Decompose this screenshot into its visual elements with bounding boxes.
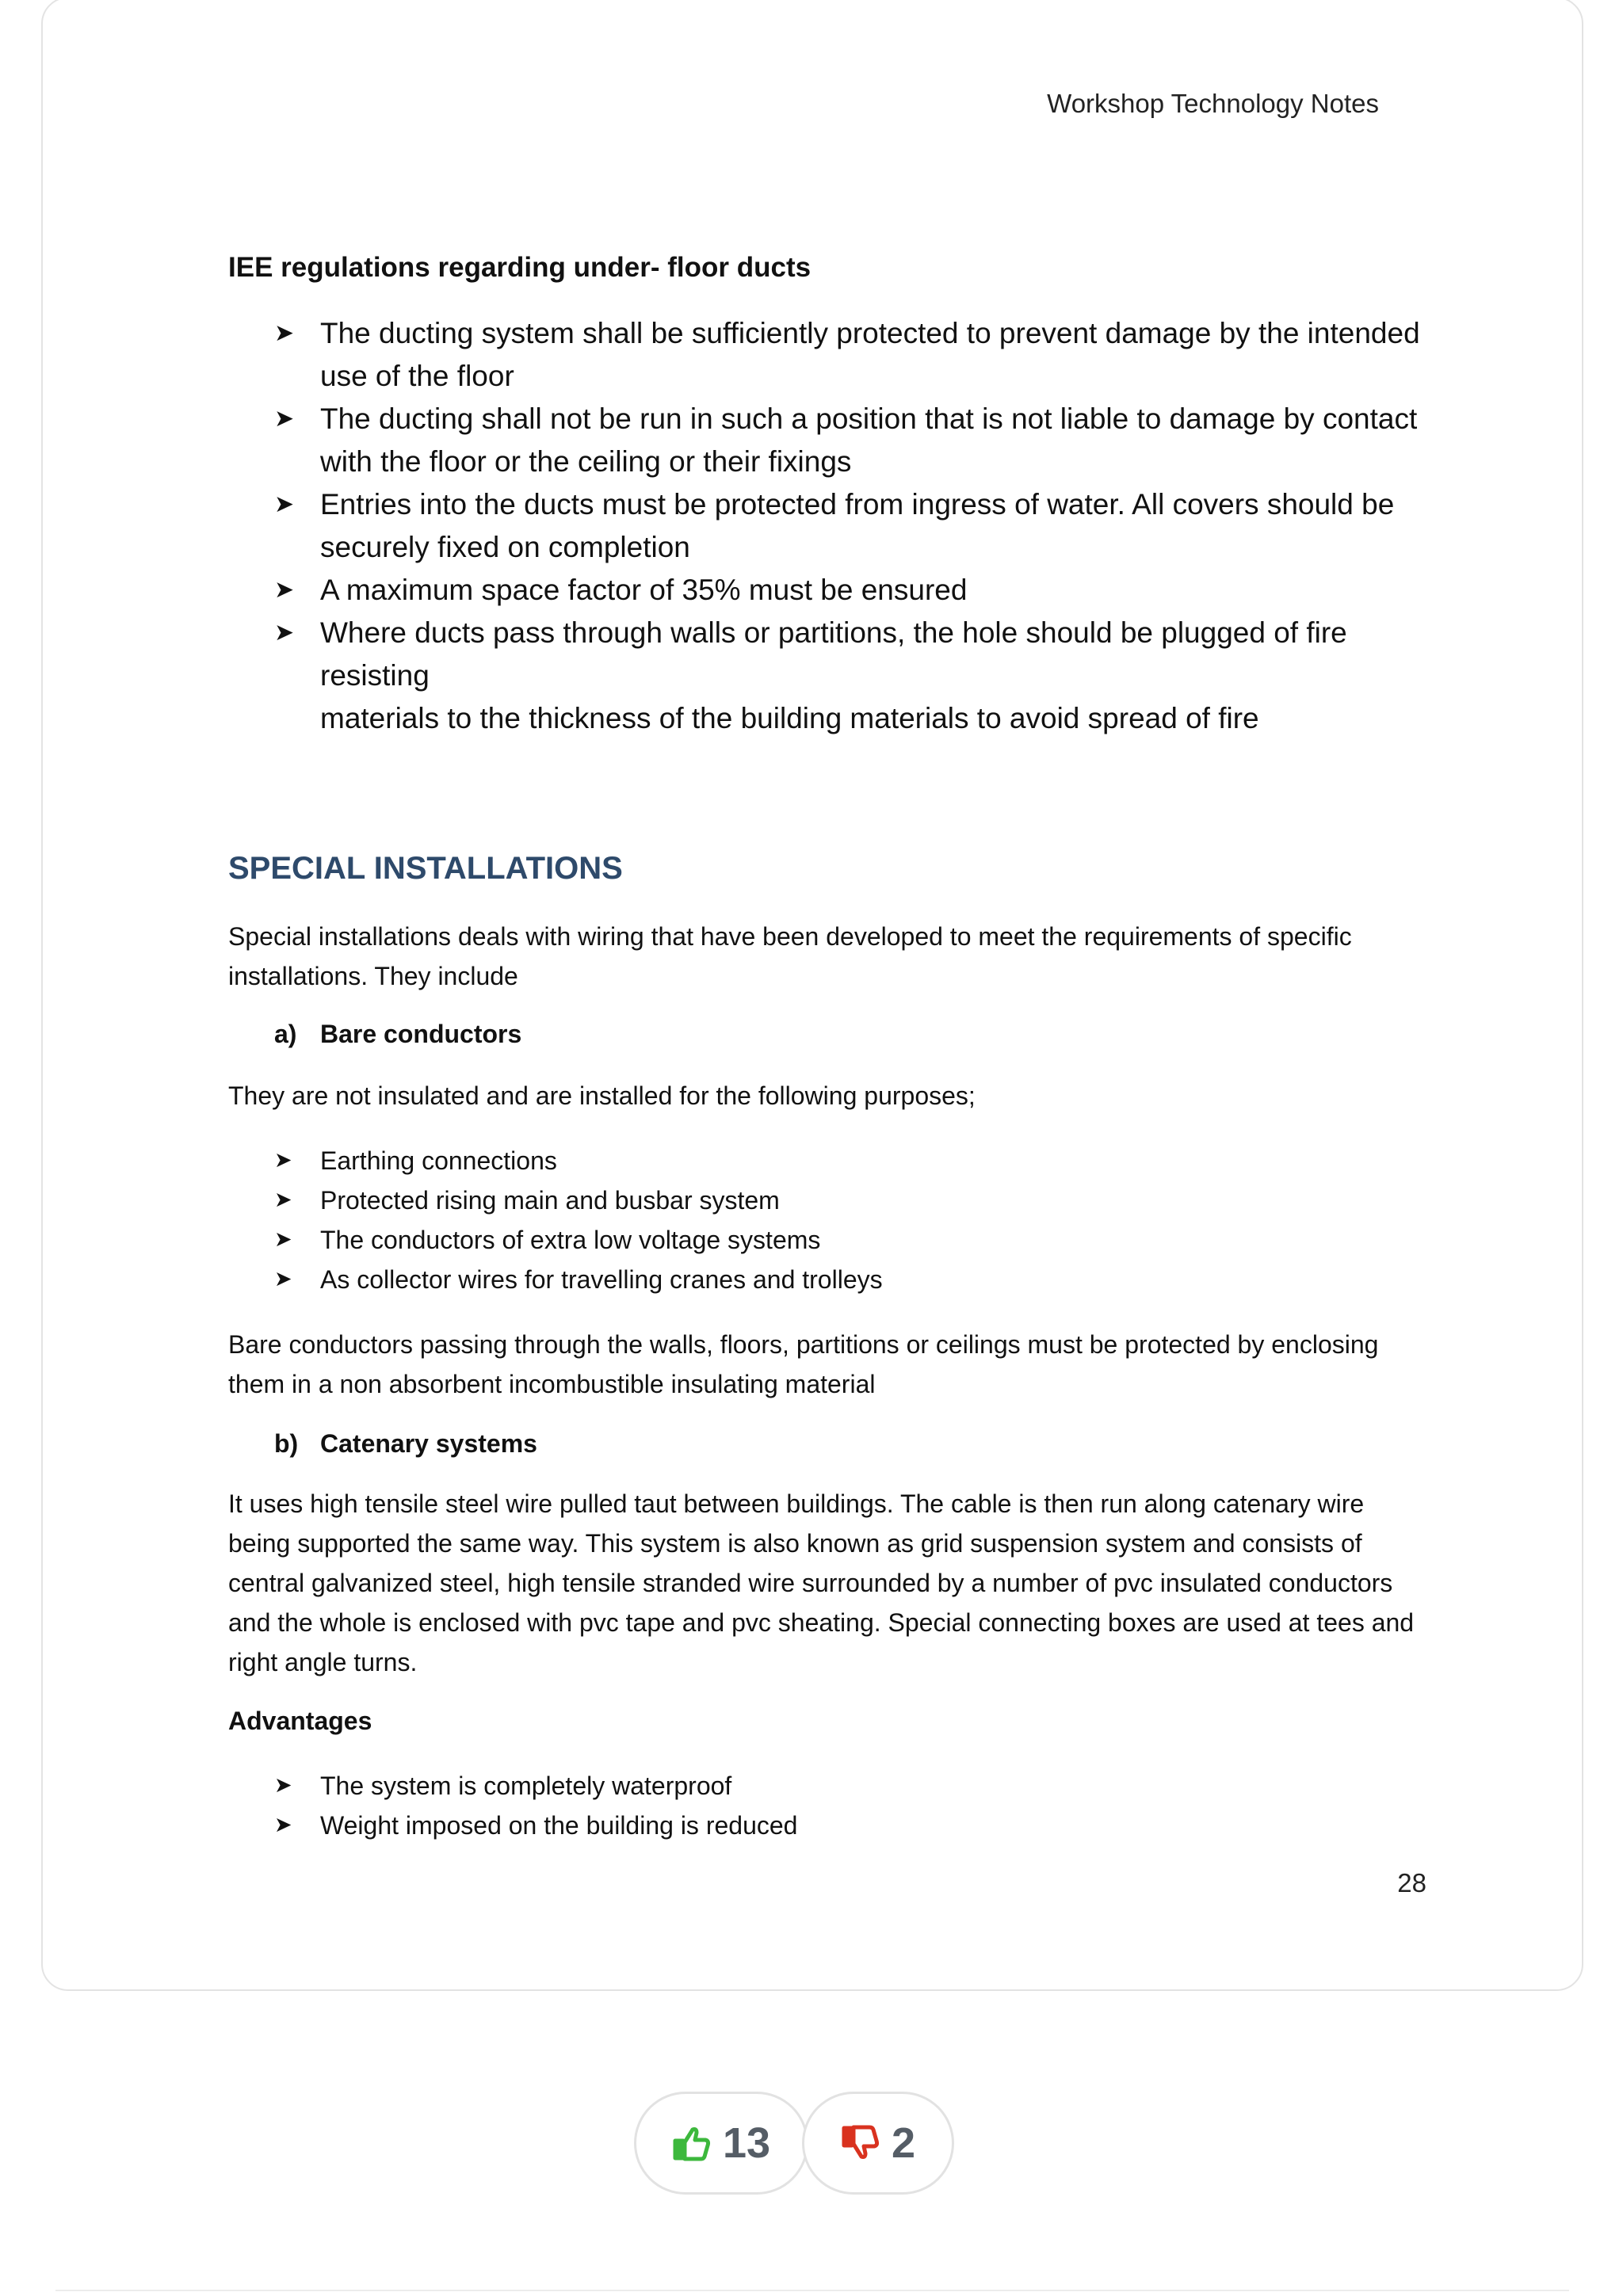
arrow-bullet-icon: ➤ bbox=[274, 576, 295, 604]
advantages-heading: Advantages bbox=[228, 1707, 372, 1735]
list-item: ➤ The ducting system shall be sufficiently protected to prevent damage by the intended use of the floor bbox=[228, 312, 1433, 398]
arrow-bullet-icon: ➤ bbox=[274, 1773, 292, 1798]
like-button[interactable] bbox=[634, 2092, 808, 2195]
footer-divider bbox=[55, 2290, 1569, 2291]
vote-bar bbox=[634, 2092, 954, 2195]
list-item: ➤ As collector wires for travelling cranes and trolleys bbox=[228, 1260, 1433, 1299]
dislike-button[interactable] bbox=[802, 2092, 954, 2195]
list-item: ➤ Weight imposed on the building is reduced bbox=[228, 1806, 1433, 1845]
regulations-heading: IEE regulations regarding under- floor ducts bbox=[228, 252, 812, 283]
list-item: ➤ Earthing connections bbox=[228, 1141, 1433, 1180]
subheading-catenary-systems: b) Catenary systems bbox=[274, 1429, 537, 1458]
bare-purposes-list bbox=[228, 1141, 1433, 1299]
list-item: ➤ The conductors of extra low voltage systems bbox=[228, 1220, 1433, 1260]
advantages-list bbox=[228, 1766, 1433, 1845]
thumbs-down-icon bbox=[841, 2125, 880, 2161]
list-item: ➤ The ducting shall not be run in such a position that is not liable to damage by contact with the floor or the ceiling or their fixings bbox=[228, 398, 1433, 483]
list-item: ➤ A maximum space factor of 35% must be ensured bbox=[228, 569, 1433, 612]
list-item: ➤ Entries into the ducts must be protected from ingress of water. All covers should be securely fixed on completion bbox=[228, 483, 1433, 569]
arrow-bullet-icon: ➤ bbox=[274, 1188, 292, 1212]
arrow-bullet-icon: ➤ bbox=[274, 319, 295, 347]
dislike-count: 2 bbox=[891, 2119, 916, 2167]
like-count: 13 bbox=[722, 2119, 771, 2167]
special-intro: Special installations deals with wiring that have been developed to meet the requirements of specific installations. They include bbox=[228, 922, 1352, 990]
page-number: 28 bbox=[1397, 1868, 1426, 1897]
arrow-bullet-icon: ➤ bbox=[274, 1267, 292, 1291]
arrow-bullet-icon: ➤ bbox=[274, 1813, 292, 1837]
page-content bbox=[228, 252, 1433, 1845]
list-item: ➤ The system is completely waterproof bbox=[228, 1766, 1433, 1806]
arrow-bullet-icon: ➤ bbox=[274, 490, 295, 518]
bare-note: Bare conductors passing through the walls, floors, partitions or ceilings must be protected by enclosing them in a non absorbent incombustible insulating material bbox=[228, 1330, 1379, 1398]
arrow-bullet-icon: ➤ bbox=[274, 405, 295, 433]
thumbs-up-icon bbox=[672, 2125, 712, 2161]
bare-intro: They are not insulated and are installed for the following purposes; bbox=[228, 1081, 976, 1110]
arrow-bullet-icon: ➤ bbox=[274, 1148, 292, 1173]
list-item: ➤ Where ducts pass through walls or partitions, the hole should be plugged of fire resisting materials to the thickness of the building materials to avoid spread of fire bbox=[228, 612, 1433, 740]
running-header: Workshop Technology Notes bbox=[1047, 89, 1379, 118]
section-title: SPECIAL INSTALLATIONS bbox=[228, 851, 623, 886]
catenary-description: It uses high tensile steel wire pulled taut between buildings. The cable is then run along catenary wire being supported the same way. This system is also known as grid suspension system and consists of central galvanized steel, high tensile stranded wire surrounded by a number of pvc insulated conductors and the whole is enclosed with pvc tape and pvc sheating. Special connecting boxes are used at tees and right angle turns. bbox=[228, 1489, 1415, 1676]
arrow-bullet-icon: ➤ bbox=[274, 1227, 292, 1252]
regulations-list bbox=[228, 312, 1433, 740]
subheading-bare-conductors: a) Bare conductors bbox=[274, 1020, 522, 1048]
list-item: ➤ Protected rising main and busbar system bbox=[228, 1180, 1433, 1220]
arrow-bullet-icon: ➤ bbox=[274, 619, 295, 646]
